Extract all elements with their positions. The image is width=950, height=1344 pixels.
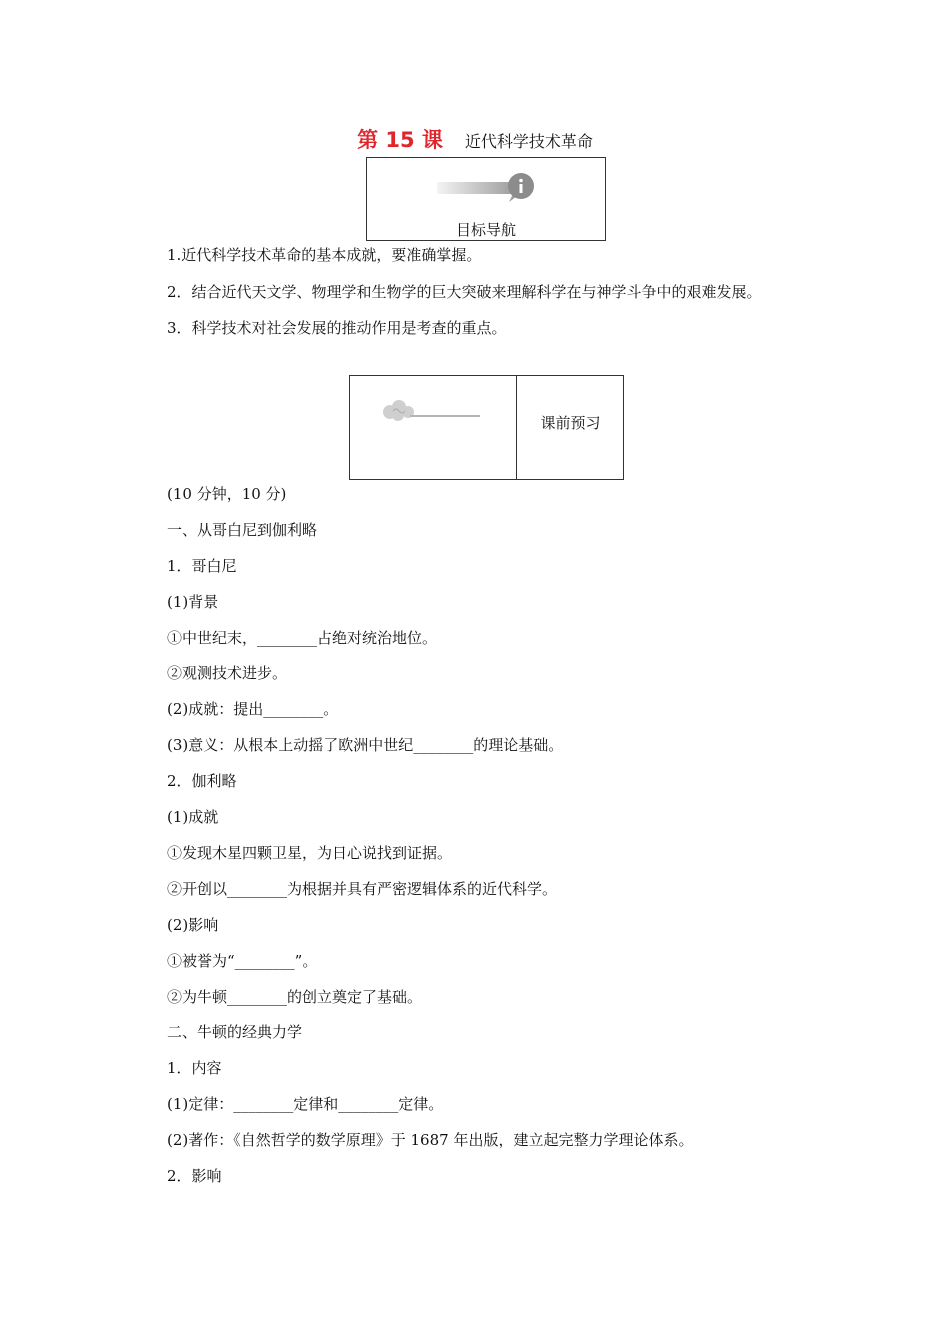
content-line: ②为牛顿________的创立奠定了基础。 — [167, 988, 423, 1006]
goal-item: 2．结合近代天文学、物理学和生物学的巨大突破来理解科学在与神学斗争中的艰难发展。 — [167, 283, 762, 301]
content-line: (1)成就 — [167, 808, 219, 826]
content-line: 1．哥白尼 — [167, 557, 237, 575]
goal-item: 3．科学技术对社会发展的推动作用是考查的重点。 — [167, 319, 507, 337]
content-line: 1．内容 — [167, 1059, 222, 1077]
content-line: ②开创以________为根据并具有严密逻辑体系的近代科学。 — [167, 880, 558, 898]
preview-label: 课前预习 — [540, 414, 601, 432]
cloud-line-icon — [380, 398, 484, 424]
content-line: (3)意义：从根本上动摇了欧洲中世纪________的理论基础。 — [167, 736, 564, 754]
preview-section-box — [349, 375, 624, 480]
content-line: ①发现木星四颗卫星，为日心说找到证据。 — [167, 844, 453, 862]
goal-navigation-box — [366, 157, 606, 241]
content-line: 2．伽利略 — [167, 772, 237, 790]
goal-navigation-label: 目标导航 — [455, 221, 516, 239]
section-heading: 一、从哥白尼到伽利略 — [167, 521, 318, 539]
content-line: (2)著作：《自然哲学的数学原理》于 1687 年出版，建立起完整力学理论体系。 — [167, 1131, 694, 1149]
lesson-number: 第 15 课 — [357, 128, 443, 152]
content-line: ①被誉为“________”。 — [167, 952, 318, 970]
content-line: (1)定律：________定律和________定律。 — [167, 1095, 444, 1113]
goal-item: 1.近代科学技术革命的基本成就，要准确掌握。 — [167, 246, 482, 264]
info-pen-icon — [435, 172, 539, 212]
content-line: (1)背景 — [167, 593, 219, 611]
content-line: ①中世纪末，________占绝对统治地位。 — [167, 629, 438, 647]
lesson-heading — [0, 124, 950, 154]
section-heading: 二、牛顿的经典力学 — [167, 1023, 303, 1041]
lesson-title: 近代科学技术革命 — [464, 132, 593, 151]
content-line: 2．影响 — [167, 1167, 222, 1185]
content-line: ②观测技术进步。 — [167, 664, 288, 682]
content-line: (10 分钟，10 分) — [167, 485, 287, 503]
content-line: (2)影响 — [167, 916, 219, 934]
content-line: (2)成就：提出________。 — [167, 700, 339, 718]
